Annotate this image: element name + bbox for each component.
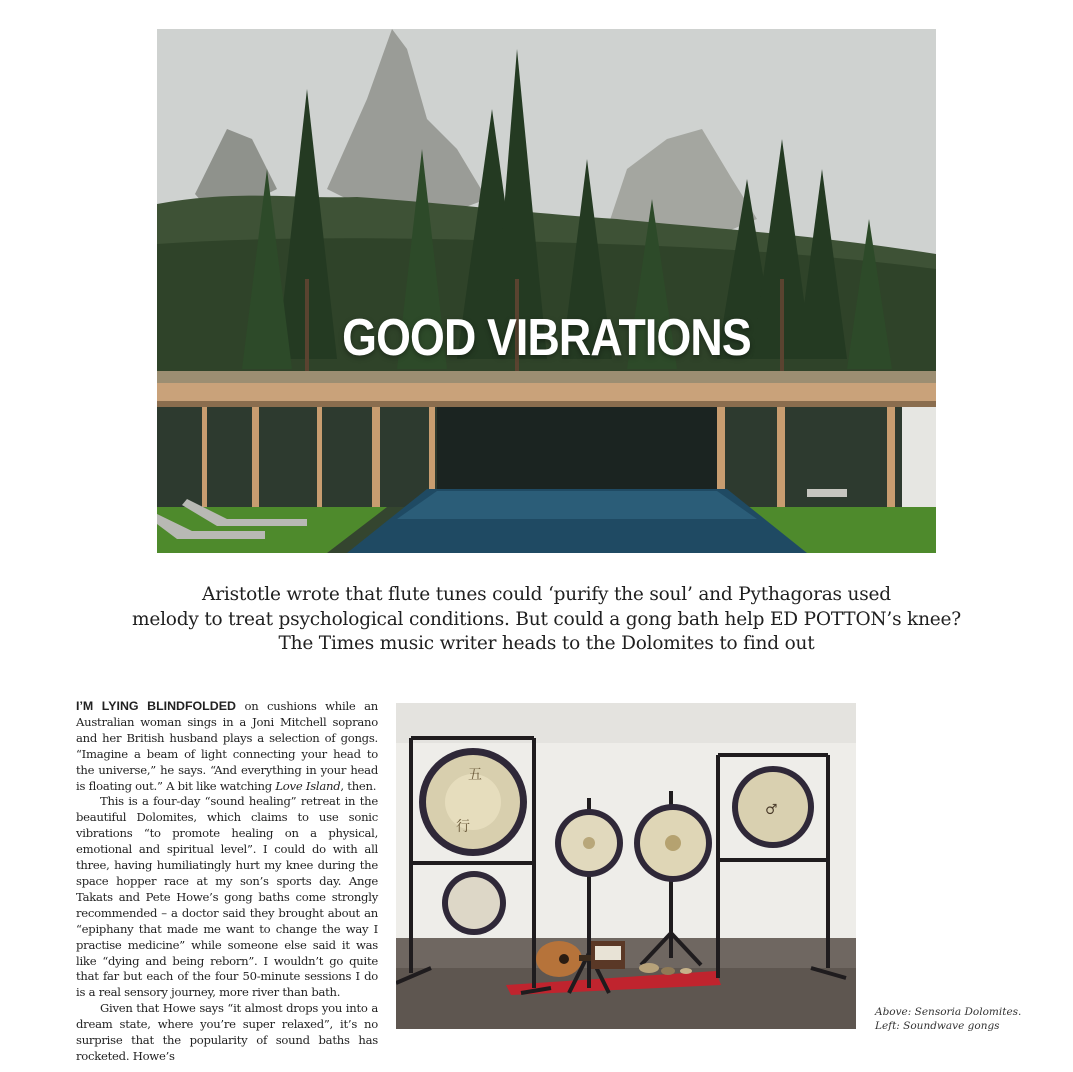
lead-in: I’M LYING BLINDFOLDED — [76, 699, 236, 713]
gong-illustration — [396, 703, 856, 1029]
hero-illustration — [157, 29, 936, 553]
standfirst-line: The Times music writer heads to the Dolomites to find out — [278, 633, 815, 654]
italic-title: Love Island — [275, 778, 341, 793]
paragraph: This is a four-day “sound healing” retreat in the beautiful Dolomites, which claims to use sonic vibrations “to promote healing on a physical, emotional and spiritual level”. I could do with all three, having humiliatingly hurt my knee during the space hopper race at my son’s sports day. Ange Takats and Pete Howe’s gong baths come strongly recommended – a doctor said they brought about an “epiphany that made me want to change the way I practise medicine” while someone else said it was like “dying and being reborn”. I wouldn’t go quite that far but each of the four 50-minute sessions I do is a real sensory journey, more river than bath. — [76, 794, 378, 1000]
paragraph — [76, 699, 378, 794]
paragraph-text: , then. — [340, 778, 377, 793]
caption-line: Above: Sensoria Dolomites. — [875, 1006, 1022, 1018]
svg-text:五: 五 — [468, 767, 482, 783]
svg-text:行: 行 — [456, 819, 470, 835]
standfirst-line: melody to treat psychological conditions. But could a gong bath help ED POTTON’s knee? — [132, 608, 961, 630]
article-body — [76, 699, 378, 1065]
paragraph-text: on cushions while an Australian woman sings in a Joni Mitchell soprano and her British husband plays a selection of gongs. “Imagine a beam of light connecting your head to the universe,” he says. “And everything in your head is floating out.” A bit like watching — [76, 699, 379, 793]
caption-line: Left: Soundwave gongs — [875, 1020, 1000, 1032]
svg-text:♂: ♂ — [765, 802, 778, 818]
paragraph: Given that Howe says “it almost drops you into a dream state, where you’re super relaxed”, it’s no surprise that the popularity of sound baths has rocketed. Howe’s — [76, 1001, 378, 1063]
hero-photo — [157, 29, 936, 553]
standfirst-line: Aristotle wrote that flute tunes could ‘purify the soul’ and Pythagoras used — [202, 584, 891, 605]
headline: GOOD VIBRATIONS — [342, 309, 751, 367]
gong-photo — [396, 703, 856, 1029]
photo-caption — [875, 1005, 1055, 1033]
standfirst — [130, 583, 963, 657]
